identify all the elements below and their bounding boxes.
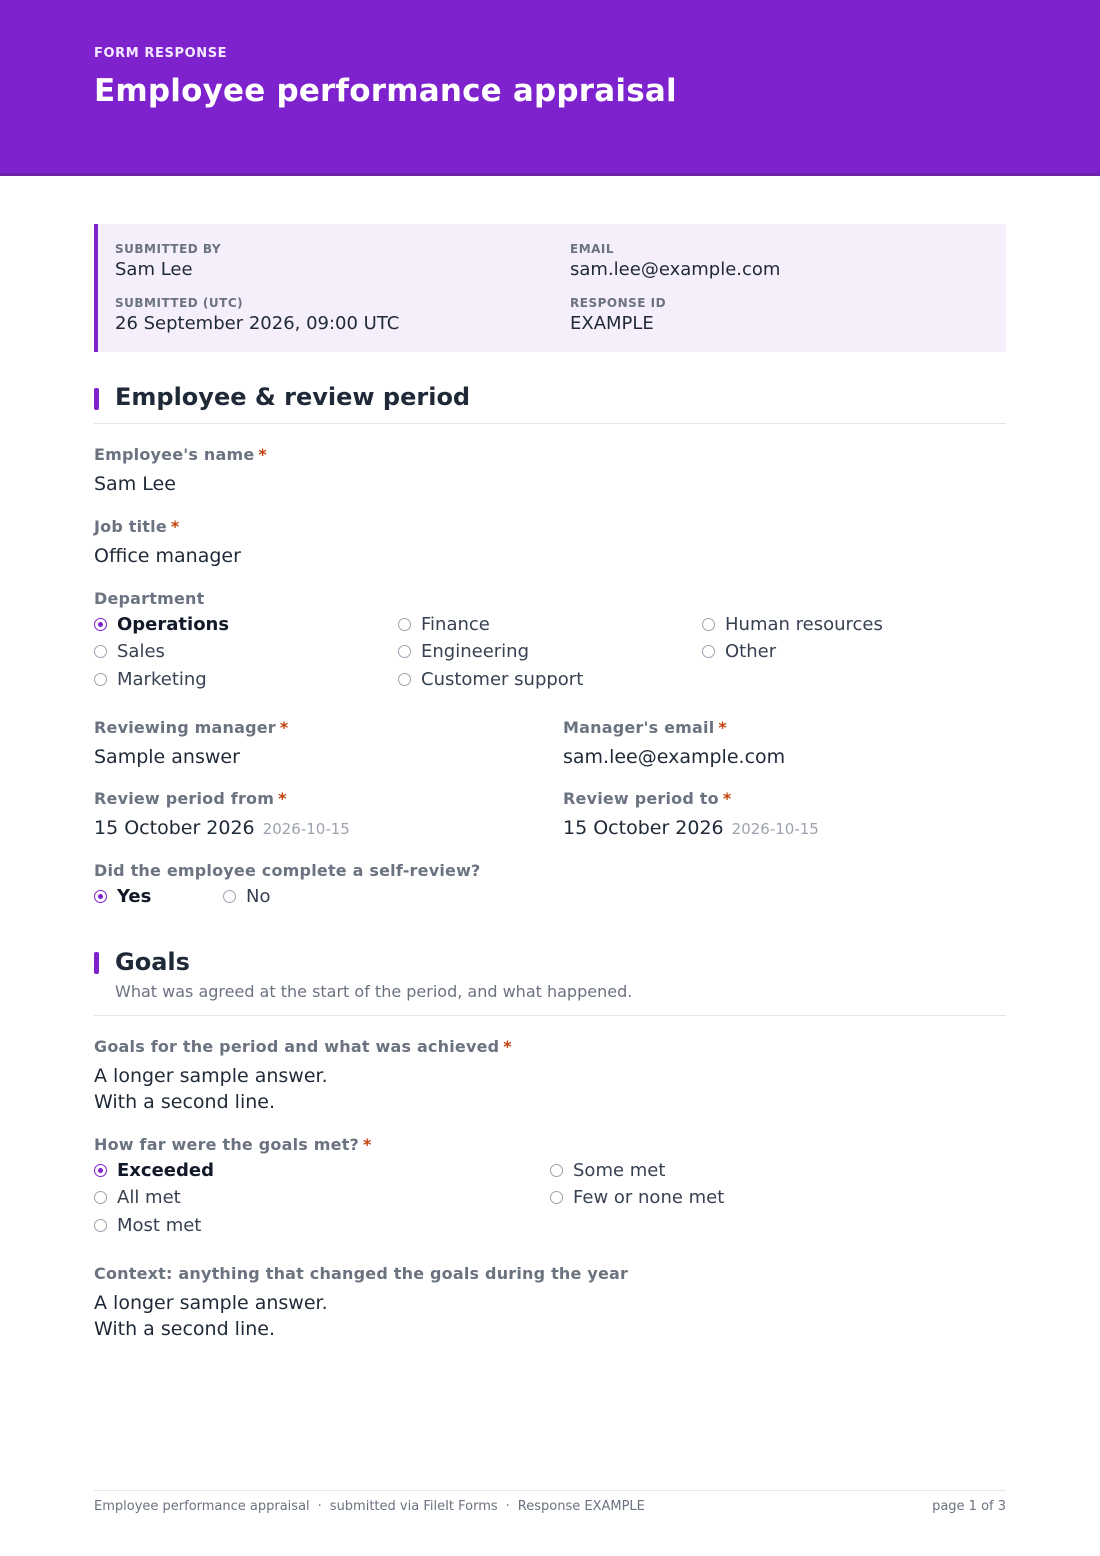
question-reviewing-manager — [94, 718, 288, 770]
question-label: Context: anything that changed the goals during the year — [94, 1264, 629, 1283]
question-label: Employee's name * — [94, 445, 267, 464]
footer-via: submitted via FileIt Forms — [329, 1499, 498, 1514]
question-job-title — [94, 517, 241, 569]
dept-option-customer-support: Customer support — [398, 669, 583, 690]
answer-value — [94, 1063, 512, 1115]
answer-line: With a second line. — [94, 1318, 275, 1340]
meta-label: RESPONSE ID — [570, 296, 667, 310]
required-marker: * — [363, 1135, 372, 1154]
dept-option-human-resources: Human resources — [702, 614, 883, 635]
question-label: Did the employee complete a self-review? — [94, 861, 481, 880]
radio-selected-icon — [94, 618, 107, 631]
radio-selected-icon — [94, 1164, 107, 1177]
answer-line: A longer sample answer. — [94, 1292, 328, 1314]
required-marker: * — [278, 789, 287, 808]
answer-value: Sam Lee — [94, 473, 176, 495]
radio-icon — [702, 645, 715, 658]
required-marker: * — [503, 1037, 512, 1056]
footer-response: Response EXAMPLE — [517, 1499, 645, 1514]
section-title: Goals — [115, 948, 190, 976]
question-goals-achieved — [94, 1037, 512, 1115]
required-marker: * — [170, 517, 180, 536]
section-subtitle: What was agreed at the start of the period, and what happened. — [115, 982, 633, 1001]
header-eyebrow: FORM RESPONSE — [94, 46, 228, 61]
required-marker: * — [258, 445, 267, 464]
question-self-review — [94, 861, 481, 880]
footer-form-name: Employee performance appraisal — [94, 1499, 310, 1514]
question-department — [94, 589, 204, 608]
question-label: Department — [94, 589, 205, 608]
goals-option-some-met: Some met — [550, 1160, 665, 1181]
meta-value: Sam Lee — [115, 259, 193, 280]
footer-info — [94, 1499, 645, 1514]
section-accent-bar — [94, 952, 99, 974]
required-marker: * — [718, 718, 727, 737]
section-title: Employee & review period — [115, 383, 471, 411]
iso-date: 2026-10-15 — [262, 820, 350, 838]
radio-icon — [550, 1164, 563, 1177]
page-number: page 1 of 3 — [932, 1499, 1006, 1514]
question-label: Goals for the period and what was achieved * — [94, 1037, 512, 1056]
radio-icon — [702, 618, 715, 631]
meta-label: EMAIL — [570, 242, 615, 256]
radio-icon — [398, 645, 411, 658]
radio-icon — [550, 1191, 563, 1204]
meta-response-id — [570, 296, 666, 334]
question-goals-met — [94, 1135, 372, 1154]
radio-icon — [94, 645, 107, 658]
section-employee-header — [94, 383, 1006, 424]
question-manager-email — [563, 718, 785, 770]
required-marker: * — [279, 718, 289, 737]
response-content — [94, 224, 1006, 1340]
self-review-option-yes: Yes — [94, 886, 151, 907]
footer-separator: · — [317, 1499, 322, 1514]
radio-selected-icon — [94, 890, 107, 903]
dept-option-sales: Sales — [94, 641, 165, 662]
meta-value: 26 September 2026, 09:00 UTC — [115, 313, 400, 334]
required-marker: * — [722, 789, 732, 808]
question-label: How far were the goals met? * — [94, 1135, 372, 1154]
meta-label: SUBMITTED BY — [115, 242, 222, 256]
form-header — [0, 0, 1100, 176]
meta-submitted-utc — [115, 296, 399, 334]
answer-value: Office manager — [94, 545, 241, 567]
question-label: Reviewing manager * — [94, 718, 289, 737]
radio-icon — [94, 1191, 107, 1204]
question-label: Review period from * — [94, 789, 287, 808]
question-label: Job title * — [94, 517, 180, 536]
question-label: Review period to * — [563, 789, 732, 808]
dept-option-other: Other — [702, 641, 776, 662]
submission-meta — [94, 224, 1006, 352]
footer-separator: · — [505, 1499, 510, 1514]
radio-icon — [223, 890, 236, 903]
answer-line: A longer sample answer. — [94, 1065, 328, 1087]
dept-option-operations: Operations — [94, 614, 229, 635]
question-review-period-from — [94, 789, 350, 842]
dept-option-engineering: Engineering — [398, 641, 529, 662]
meta-submitted-by — [115, 242, 221, 280]
meta-label: SUBMITTED (UTC) — [115, 296, 244, 310]
radio-icon — [398, 618, 411, 631]
meta-value: sam.lee@example.com — [570, 259, 781, 280]
page-title: Employee performance appraisal — [94, 73, 677, 109]
answer-value: 15 October 2026 2026-10-15 — [94, 817, 350, 839]
question-label: Manager's email * — [563, 718, 727, 737]
goals-option-few-or-none-met: Few or none met — [550, 1187, 724, 1208]
goals-option-most-met: Most met — [94, 1215, 201, 1236]
radio-icon — [94, 1219, 107, 1232]
question-review-period-to — [563, 789, 819, 842]
goals-option-exceeded: Exceeded — [94, 1160, 214, 1181]
self-review-option-no: No — [223, 886, 270, 907]
dept-option-marketing: Marketing — [94, 669, 207, 690]
answer-value: 15 October 2026 2026-10-15 — [563, 817, 819, 839]
iso-date: 2026-10-15 — [731, 820, 819, 838]
question-employee-name — [94, 445, 267, 497]
answer-value — [94, 1290, 628, 1342]
answer-line: With a second line. — [94, 1091, 275, 1113]
radio-icon — [94, 673, 107, 686]
dept-option-finance: Finance — [398, 614, 490, 635]
answer-value: Sample answer — [94, 746, 240, 768]
section-accent-bar — [94, 388, 99, 410]
section-goals-header — [94, 948, 1006, 1016]
goals-option-all-met: All met — [94, 1187, 181, 1208]
radio-icon — [398, 673, 411, 686]
page-footer — [94, 1490, 1006, 1514]
meta-email — [570, 242, 780, 280]
question-context — [94, 1264, 628, 1342]
answer-value: sam.lee@example.com — [563, 746, 786, 768]
meta-value: EXAMPLE — [570, 313, 654, 334]
